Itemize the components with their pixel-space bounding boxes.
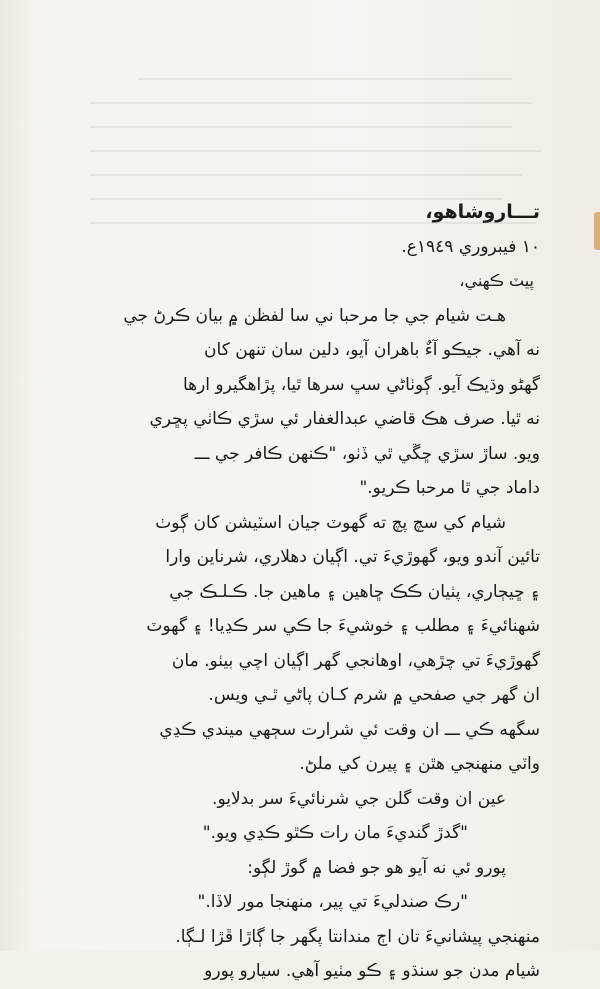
text-line: ان گهر جي صفحي ۾ شرم کـان پاڻي ٿـي ويس. — [208, 685, 540, 705]
paragraph-1 — [64, 299, 540, 506]
text-line: عين ان وقت گلن جي شرنائيءَ سر بدلايو. — [212, 788, 506, 809]
text-line: هـت شيام جي جا مرحبا ني سا لفظن ۾ بيان ڪرڻ جي — [123, 305, 506, 326]
text-line: ويو. ساڙ سڙي ڇڱي ٿي ڏٺو، "ڪنهن ڪافر جي ـــ — [194, 443, 540, 464]
text-line: سگهه ڪي ـــ ان وقت ئي شرارت سڄهي ميندي ڪڍي — [159, 719, 540, 740]
text-line: داماد جي ٿا مرحبا ڪريو." — [359, 478, 540, 498]
letter-title: تـــاروشاهو، — [425, 201, 540, 223]
text-line: "رڪ صندليءَ تي پير، منهنجا مور لاڏا." — [197, 892, 468, 912]
text-line: "گدڙ گنديءَ مان رات ڪٿو ڪڍي ويو." — [202, 823, 468, 843]
page-edge-stain — [594, 212, 600, 250]
paragraph-6-quote — [64, 885, 540, 920]
text-line: تائين آندو ويو، گهوڙيءَ تي. اڳيان دهلاري، شرناين وارا — [165, 547, 540, 567]
text-line: شيام مدن جو سنڌو ۽ ڪو مٺيو آهي. سيارو پورو — [204, 961, 540, 981]
text-line: گهوڙيءَ تي چڙهي، اوهانجي گهر اڳيان اچي بيٺو. مان — [171, 650, 540, 671]
letter-salutation: پيٽ ڪهني، — [459, 271, 534, 290]
paragraph-2 — [64, 506, 540, 782]
text-line: ۽ ڇيڄاري، پٺيان ڪڪ ڇاهين ۽ ماهين جا. ڪـلـڪ جي — [169, 581, 540, 602]
text-line: نه ٿيا. صرف هڪ قاضي عبدالغفار ئي سڙي ڪاٺي پڇري — [149, 409, 540, 429]
text-line: واٽي منهنجي هٿن ۽ پيرن کي ملڻ. — [299, 754, 540, 774]
text-line: شهنائيءَ ۽ مطلب ۽ خوشيءَ جا ڪي سر ڪڍيا! ۽ گهوٽ — [146, 616, 540, 636]
text-line: گهڻو وڌيڪ آيو. ڳوٺاڻي سڀ سرها ٿيا، پڙاهگيرو ارها — [182, 374, 540, 395]
paragraph-5 — [64, 851, 540, 886]
paragraph-7 — [64, 920, 540, 989]
paragraph-3 — [64, 782, 540, 817]
paragraph-4-quote — [64, 816, 540, 851]
letter-date: ١٠ فيبروري ١٩٤٩ع. — [401, 236, 540, 257]
text-line: منهنجي پيشانيءَ تان اڄ مندانتا پگهر جا ڳاڙا ڦڙا لـڳا. — [175, 926, 540, 947]
letter-body — [64, 195, 540, 989]
text-line: نه آهي. جيڪو آءٌ باهران آيو، دلين سان تنهن کان — [204, 340, 540, 360]
text-line: پورو ئي نه آيو هو جو فضا ۾ گوڙ لڳو: — [247, 857, 506, 878]
text-line: شيام کي سچ پچ ته گهوٽ جيان اسٽيشن کان ڳوٺ — [155, 512, 506, 533]
